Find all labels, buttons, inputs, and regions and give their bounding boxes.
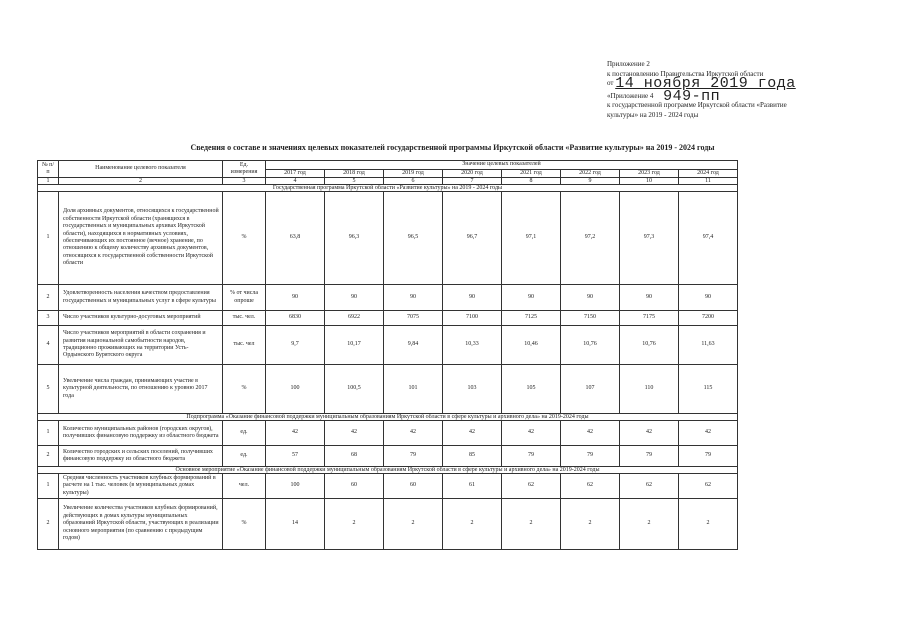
value-cell: 90 [325, 285, 384, 311]
value-cell: 42 [679, 421, 738, 446]
value-cell: 100,5 [325, 365, 384, 414]
section-title: Подпрограмма «Оказание финансовой поддержки муниципальным образованиям Иркутской области в сфере культуры и архивного дела» на 2019-2024 годы [38, 414, 738, 421]
indicator-name: Количество городских и сельских поселений, получивших финансовую поддержку из областного бюджета [59, 446, 223, 467]
header-year: 2024 год [679, 169, 738, 178]
value-cell: 62 [561, 474, 620, 499]
row-number: 2 [38, 285, 59, 311]
value-cell: 42 [620, 421, 679, 446]
unit-cell: % [223, 365, 266, 414]
value-cell: 105 [502, 365, 561, 414]
value-cell: 42 [325, 421, 384, 446]
value-cell: 10,76 [620, 326, 679, 365]
table-row [38, 365, 738, 414]
header-year: 2019 год [384, 169, 443, 178]
value-cell: 79 [679, 446, 738, 467]
value-cell: 9,84 [384, 326, 443, 365]
value-cell: 85 [443, 446, 502, 467]
value-cell: 6922 [325, 311, 384, 326]
value-cell: 60 [325, 474, 384, 499]
value-cell: 2 [679, 499, 738, 550]
value-cell: 7075 [384, 311, 443, 326]
appendix4-label: «Приложение 4 [607, 91, 654, 100]
resolution-number: 949-пп [663, 87, 721, 105]
value-cell: 62 [502, 474, 561, 499]
section-row [38, 467, 738, 474]
unit-cell: тыс. чел. [223, 311, 266, 326]
header-year: 2023 год [620, 169, 679, 178]
value-cell: 97,4 [679, 192, 738, 285]
column-number: 1 [38, 178, 59, 185]
column-number: 2 [59, 178, 223, 185]
value-cell: 57 [266, 446, 325, 467]
value-cell: 7200 [679, 311, 738, 326]
value-cell: 90 [620, 285, 679, 311]
value-cell: 90 [561, 285, 620, 311]
value-cell: 115 [679, 365, 738, 414]
table-row [38, 285, 738, 311]
indicator-name: Увеличение числа граждан, принимающих участие в культурной деятельности, по отношению к уровню 2017 года [59, 365, 223, 414]
date-prefix: от [607, 79, 614, 87]
header-year: 2017 год [266, 169, 325, 178]
value-cell: 2 [620, 499, 679, 550]
value-cell: 101 [384, 365, 443, 414]
section-row [38, 414, 738, 421]
column-number: 4 [266, 178, 325, 185]
value-cell: 110 [620, 365, 679, 414]
value-cell: 79 [620, 446, 679, 467]
value-cell: 7175 [620, 311, 679, 326]
row-number: 1 [38, 192, 59, 285]
value-cell: 96,7 [443, 192, 502, 285]
value-cell: 9,7 [266, 326, 325, 365]
column-numbers-row [38, 178, 738, 185]
value-cell: 90 [266, 285, 325, 311]
unit-cell: % [223, 499, 266, 550]
unit-cell: ед. [223, 446, 266, 467]
column-number: 3 [223, 178, 266, 185]
value-cell: 42 [384, 421, 443, 446]
value-cell: 2 [384, 499, 443, 550]
column-number: 8 [502, 178, 561, 185]
table-row [38, 499, 738, 550]
resolution-date-line [607, 75, 877, 92]
value-cell: 90 [443, 285, 502, 311]
value-cell: 97,2 [561, 192, 620, 285]
value-cell: 42 [502, 421, 561, 446]
value-cell: 14 [266, 499, 325, 550]
document-title: Сведения о составе и значениях целевых показателей государственной программы Иркутской области «Развитие культуры» на 2019 - 2024 годы [190, 143, 715, 152]
table-row [38, 311, 738, 326]
row-number: 1 [38, 421, 59, 446]
header-row-1 [38, 161, 738, 170]
value-cell: 63,8 [266, 192, 325, 285]
value-cell: 107 [561, 365, 620, 414]
unit-cell: тыс. чел [223, 326, 266, 365]
section-title: Государственная программа Иркутской области «Развитие культуры» на 2019 - 2024 годы [38, 185, 738, 192]
column-number: 7 [443, 178, 502, 185]
value-cell: 2 [443, 499, 502, 550]
value-cell: 90 [502, 285, 561, 311]
value-cell: 10,46 [502, 326, 561, 365]
value-cell: 68 [325, 446, 384, 467]
indicator-name: Число участников мероприятий в области сохранения и развития национальной самобытности народов, традиционно проживающих на территории Усть-Ордынского Бурятского округа [59, 326, 223, 365]
row-number: 4 [38, 326, 59, 365]
section-row [38, 185, 738, 192]
value-cell: 6830 [266, 311, 325, 326]
header-values-group: Значение целевых показателей [266, 161, 738, 170]
value-cell: 97,3 [620, 192, 679, 285]
appendix-label: Приложение 2 [607, 60, 650, 68]
indicator-name: Средняя численность участников клубных формирований в расчете на 1 тыс. человек (в муниципальных домах культуры) [59, 474, 223, 499]
indicator-name: Удовлетворенность населения качеством предоставления государственных и муниципальных услуг в сфере культуры [59, 285, 223, 311]
table-row [38, 474, 738, 499]
resolution-date: 14 ноября 2019 года [615, 75, 796, 92]
value-cell: 10,76 [561, 326, 620, 365]
value-cell: 42 [561, 421, 620, 446]
indicator-name: Число участников культурно-досуговых мероприятий [59, 311, 223, 326]
value-cell: 10,33 [443, 326, 502, 365]
unit-cell: % от числа опроше [223, 285, 266, 311]
value-cell: 60 [384, 474, 443, 499]
resolution-reference: к постановлению Правительства Иркутской области [607, 69, 764, 78]
indicator-name: Увеличение количества участников клубных формирований, действующих в домах культуры муниципальных образований Иркутской области, участвующих в реализации основного мероприятия (по сравнению с предыдущим годом) [59, 499, 223, 550]
value-cell: 96,3 [325, 192, 384, 285]
row-number: 1 [38, 474, 59, 499]
header-year: 2020 год [443, 169, 502, 178]
value-cell: 90 [384, 285, 443, 311]
table-row [38, 421, 738, 446]
row-number: 5 [38, 365, 59, 414]
header-unit: Ед. измерения [223, 161, 266, 178]
column-number: 5 [325, 178, 384, 185]
column-number: 6 [384, 178, 443, 185]
value-cell: 96,5 [384, 192, 443, 285]
header-year: 2022 год [561, 169, 620, 178]
column-number: 9 [561, 178, 620, 185]
header-num: № п/п [38, 161, 59, 178]
unit-cell: чел. [223, 474, 266, 499]
value-cell: 103 [443, 365, 502, 414]
table-row [38, 192, 738, 285]
appendix-header [607, 60, 877, 120]
program-reference-line2: культуры» на 2019 - 2024 годы [607, 110, 699, 119]
value-cell: 42 [443, 421, 502, 446]
value-cell: 7150 [561, 311, 620, 326]
indicators-table [37, 160, 738, 550]
indicator-name: Количество муниципальных районов (городских округов), получивших финансовую поддержку из областного бюджета [59, 421, 223, 446]
row-number: 2 [38, 499, 59, 550]
row-number: 2 [38, 446, 59, 467]
value-cell: 100 [266, 474, 325, 499]
value-cell: 79 [502, 446, 561, 467]
header-name: Наименование целевого показателя [59, 161, 223, 178]
value-cell: 79 [384, 446, 443, 467]
section-title: Основное мероприятие «Оказание финансовой поддержки муниципальным образованиям Иркутской области в сфере культуры и архивного дела» на 2019-2024 годы [38, 467, 738, 474]
table-row [38, 446, 738, 467]
value-cell: 97,1 [502, 192, 561, 285]
indicator-name: Доля архивных документов, относящихся к государственной собственности Иркутской области (хранящихся в государственных и муниципальных архивах Иркутской области), находящихся в нормативных условиях, обеспечивающих их постоянное (вечное) хранение, по отношению к общему количеству архивных документов, относящихся к государственной собственности Иркутской области [59, 192, 223, 285]
column-number: 11 [679, 178, 738, 185]
value-cell: 100 [266, 365, 325, 414]
row-number: 3 [38, 311, 59, 326]
value-cell: 10,17 [325, 326, 384, 365]
program-reference-line1: к государственной программе Иркутской области «Развитие [607, 101, 787, 109]
value-cell: 62 [679, 474, 738, 499]
value-cell: 7125 [502, 311, 561, 326]
column-number: 10 [620, 178, 679, 185]
value-cell: 61 [443, 474, 502, 499]
header-year: 2018 год [325, 169, 384, 178]
value-cell: 2 [502, 499, 561, 550]
table-row [38, 326, 738, 365]
value-cell: 62 [620, 474, 679, 499]
unit-cell: ед. [223, 421, 266, 446]
unit-cell: % [223, 192, 266, 285]
header-year: 2021 год [502, 169, 561, 178]
value-cell: 42 [266, 421, 325, 446]
value-cell: 11,63 [679, 326, 738, 365]
value-cell: 90 [679, 285, 738, 311]
value-cell: 2 [561, 499, 620, 550]
value-cell: 7100 [443, 311, 502, 326]
value-cell: 79 [561, 446, 620, 467]
value-cell: 2 [325, 499, 384, 550]
